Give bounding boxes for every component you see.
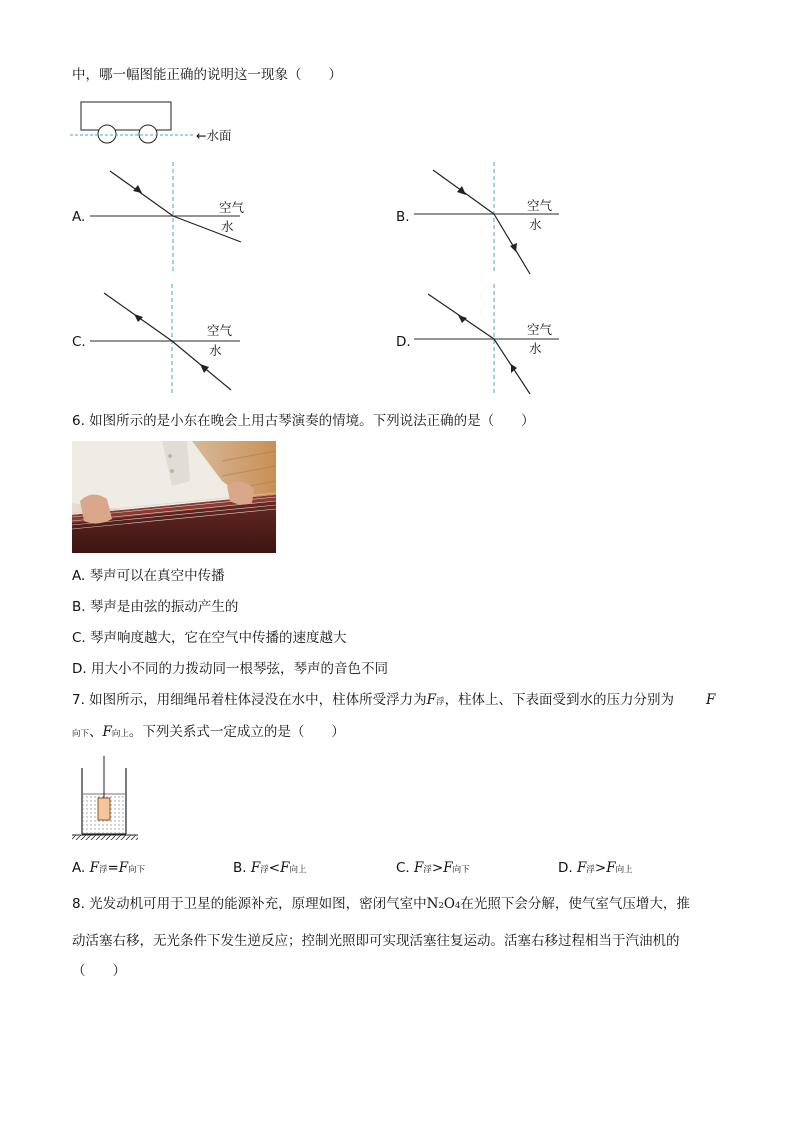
q7-stem-line1: 7. 如图所示，用细绳吊着柱体浸没在水中，柱体所受浮力为F浮，柱体上、下表面受到水的压力分别为 [72,692,675,708]
formula-n2o4: N2O4 [426,896,461,912]
q8-line3: （ ） [72,963,126,979]
arrow-icon [510,243,517,252]
q7-option-d: D. F浮>F向上 [558,860,633,876]
q5-option-b-letter: B. [396,209,410,225]
boat-figure [66,96,266,148]
water-surface-label: ←水面 [196,128,232,143]
q5-option-b-air: 空气 [527,198,553,213]
ground [72,835,138,840]
q5-option-a-air: 空气 [219,200,245,215]
boat-window-left [98,125,116,143]
q5-option-d-air: 空气 [527,322,553,337]
incident-ray [110,171,173,216]
q5-option-c-diagram [90,284,260,394]
q5-option-a-letter: A. [72,209,86,225]
q5-option-a-diagram [90,162,260,277]
q5-option-c-air: 空气 [207,323,233,338]
q5-option-d-diagram [414,284,584,394]
arrow-icon [458,315,467,323]
q6-option-a: A. 琴声可以在真空中传播 [72,568,225,584]
q5-option-c-water: 水 [209,343,222,358]
q5-option-c-letter: C. [72,334,86,350]
q5-option-d-water: 水 [529,341,542,356]
refracted-ray [494,214,530,274]
q7-option-b: B. F浮<F向上 [233,860,307,876]
q5-option-b-water: 水 [529,217,542,232]
q7-stem-line2: 向下、F向上。下列关系式一定成立的是（ ） [72,724,345,740]
q6-option-b: B. 琴声是由弦的振动产生的 [72,599,239,615]
force-symbol: F [102,724,112,740]
force-symbol: F [706,692,716,708]
arrow-icon [511,364,517,373]
q6-stem: 6. 如图所示的是小东在晚会上用古琴演奏的情境。下列说法正确的是（ ） [72,413,535,429]
arrow-icon [200,364,209,373]
q5-option-b-diagram [414,162,584,277]
guqin-photo [72,441,276,553]
q8-line1: 8. 光发动机可用于卫星的能源补充，原理如图，密闭气室中N2O4在光照下会分解，使气室气压增大，推 [72,896,690,912]
boat-body [81,102,171,130]
q7-option-c: C. F浮>F向下 [396,860,470,876]
arrow-icon [134,314,143,322]
q6-option-d: D. 用大小不同的力拨动同一根琴弦，琴声的音色不同 [72,661,388,677]
arrow-icon [457,186,466,195]
q8-line2: 动活塞右移，无光条件下发生逆反应；控制光照即可实现活塞往复运动。活塞右移过程相当于汽油机的 [72,933,680,949]
q7-option-a: A. F浮=F向下 [72,860,146,876]
force-symbol: F [426,692,437,708]
q5-option-a-water: 水 [221,219,234,234]
q6-option-c: C. 琴声响度越大，它在空气中传播的速度越大 [72,630,347,646]
q5-stem: 中，哪一幅图能正确的说明这一现象（ ） [72,67,342,83]
q5-option-d-letter: D. [396,334,411,350]
beaker-figure [70,756,142,842]
boat-window-right [139,125,157,143]
cylinder-block [98,798,110,820]
